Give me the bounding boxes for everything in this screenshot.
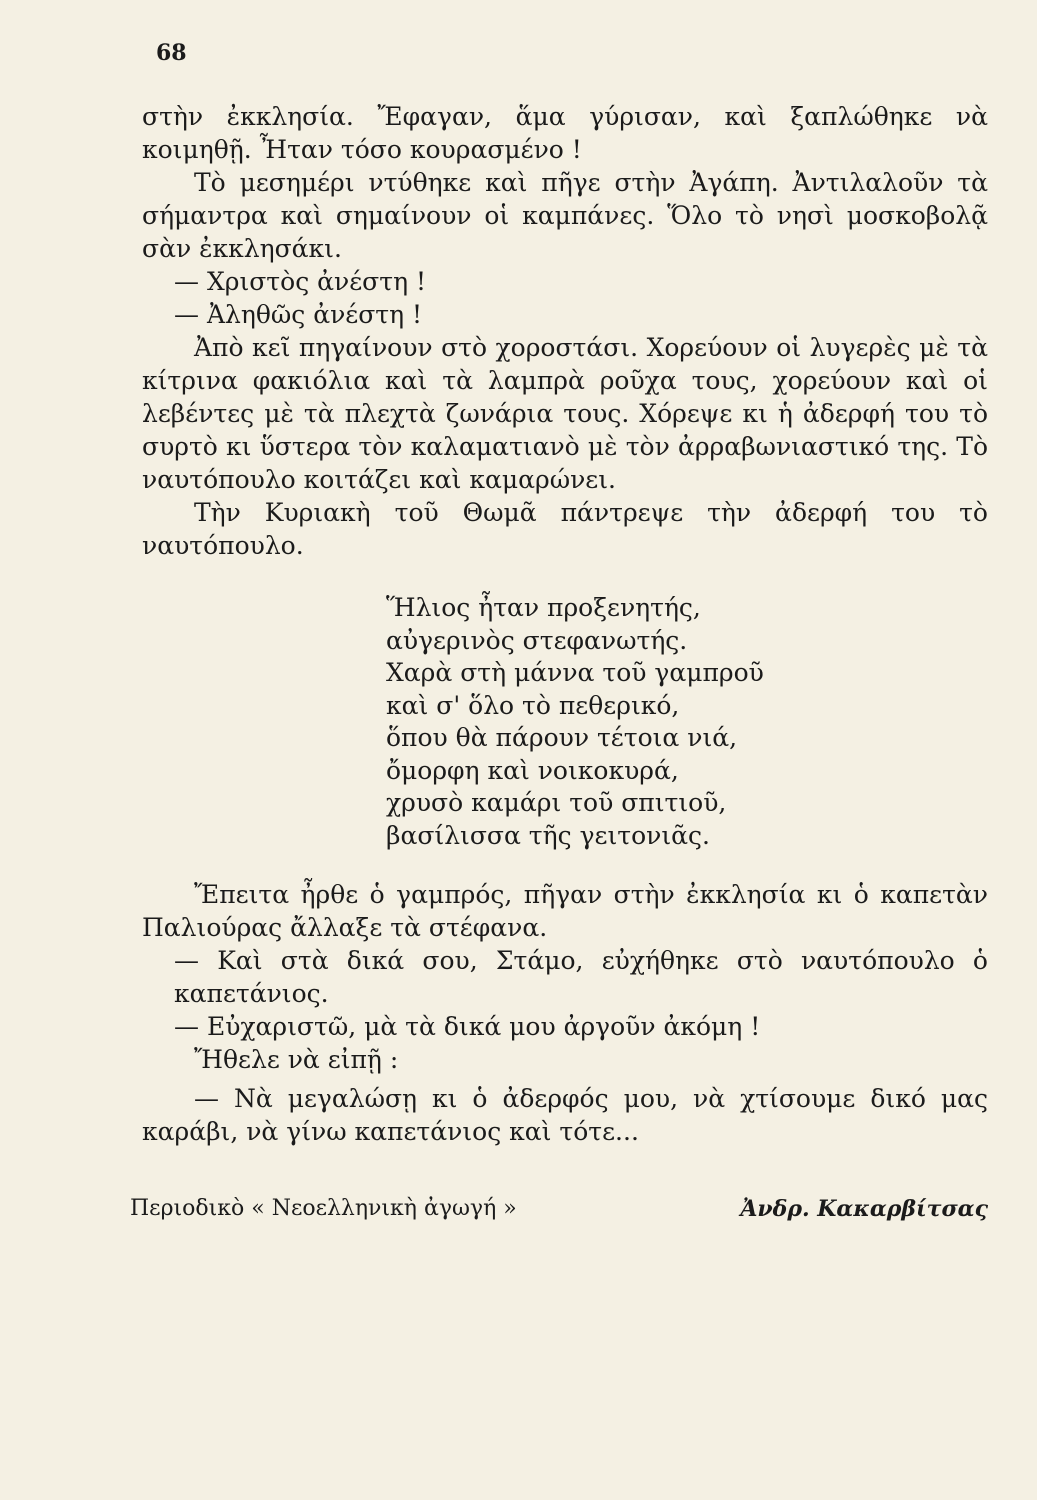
poem-line: χρυσὸ καμάρι τοῦ σπιτιοῦ, <box>386 788 727 817</box>
paragraph: Ἀπὸ κεῖ πηγαίνουν στὸ χοροστάσι. Χορεύουν οἱ λυγερὲς μὲ τὰ κίτρινα φακιόλια καὶ τὰ λαμπρὰ ροῦχα τους, χορεύουν καὶ οἱ λεβέντες μὲ τὰ πλεχτὰ ζωνάρια τους. Χόρεψε κι ἡ ἀδερφή του τὸ συρτὸ κι ὕστερα τὸν καλαματιανὸ μὲ τὸν ἀρραβωνιαστικό της. Τὸ ναυτόπουλο κοιτάζει καὶ καμαρώνει. <box>142 333 988 494</box>
paragraph: Τὴν Κυριακὴ τοῦ Θωμᾶ πάντρεψε τὴν ἀδερφή του τὸ ναυτόπουλο. <box>142 498 988 560</box>
poem-line: Ἥλιος ἦταν προξενητής, <box>386 593 701 622</box>
source-citation: Περιοδικὸ « Νεοελληνικὴ ἀγωγή » <box>130 1196 517 1221</box>
poem-line: βασίλισσα τῆς γειτονιᾶς. <box>386 820 710 850</box>
poem-line: ὅπου θὰ πάρουν τέτοια νιά, <box>386 723 738 752</box>
poem-line: αὐγερινὸς στεφανωτής. <box>386 625 688 655</box>
page-number: 68 <box>156 40 187 66</box>
poem-line: καὶ σ' ὅλο τὸ πεθερικό, <box>386 690 680 720</box>
dialog-line: — Ἀληθῶς ἀνέστη ! <box>174 300 423 329</box>
poem-line: ὄμορφη καὶ νοικοκυρά, <box>386 755 679 785</box>
wedding-poem <box>386 592 988 852</box>
dialog-line: — Καὶ στὰ δικά σου, Στάμο, εὐχήθηκε στὸ ναυτόπουλο ὁ καπετάνιος. <box>174 946 988 1008</box>
paragraph: Τὸ μεσημέρι ντύθηκε καὶ πῆγε στὴν Ἀγάπη. Ἀντιλαλοῦν τὰ σήμαντρα καὶ σημαίνουν οἱ καμπάνες. Ὅλο τὸ νησὶ μοσκοβολᾷ σὰν ἐκκλησάκι. <box>142 168 988 263</box>
paragraph: στὴν ἐκκλησία. Ἔφαγαν, ἅμα γύρισαν, καὶ ξαπλώθηκε νὰ κοιμηθῇ. Ἦταν τόσο κουρασμένο ! <box>142 102 988 164</box>
prose-before-poem <box>142 100 988 562</box>
paragraph: Ἔπειτα ἦρθε ὁ γαμπρός, πῆγαν στὴν ἐκκλησία κι ὁ καπετὰν Παλιούρας ἄλλαξε τὰ στέφανα. <box>142 880 988 942</box>
dialog-line: — Χριστὸς ἀνέστη ! <box>174 267 427 296</box>
source-footer <box>130 1196 988 1222</box>
prose-after-poem <box>142 878 988 1148</box>
poem-line: Χαρὰ στὴ μάννα τοῦ γαμπροῦ <box>386 658 764 687</box>
author-name: Ἀνδρ. Κακαρβίτσας <box>740 1196 988 1222</box>
dialog-line: — Εὐχαριστῶ, μὰ τὰ δικά μου ἀργοῦν ἀκόμη ! <box>174 1012 761 1041</box>
paragraph: Ἤθελε νὰ εἰπῇ : <box>194 1045 399 1074</box>
paragraph: — Νὰ μεγαλώσῃ κι ὁ ἀδερφός μου, νὰ χτίσουμε δικό μας καράβι, νὰ γίνω καπετάνιος καὶ τότε... <box>142 1084 988 1146</box>
main-text <box>142 100 988 1148</box>
